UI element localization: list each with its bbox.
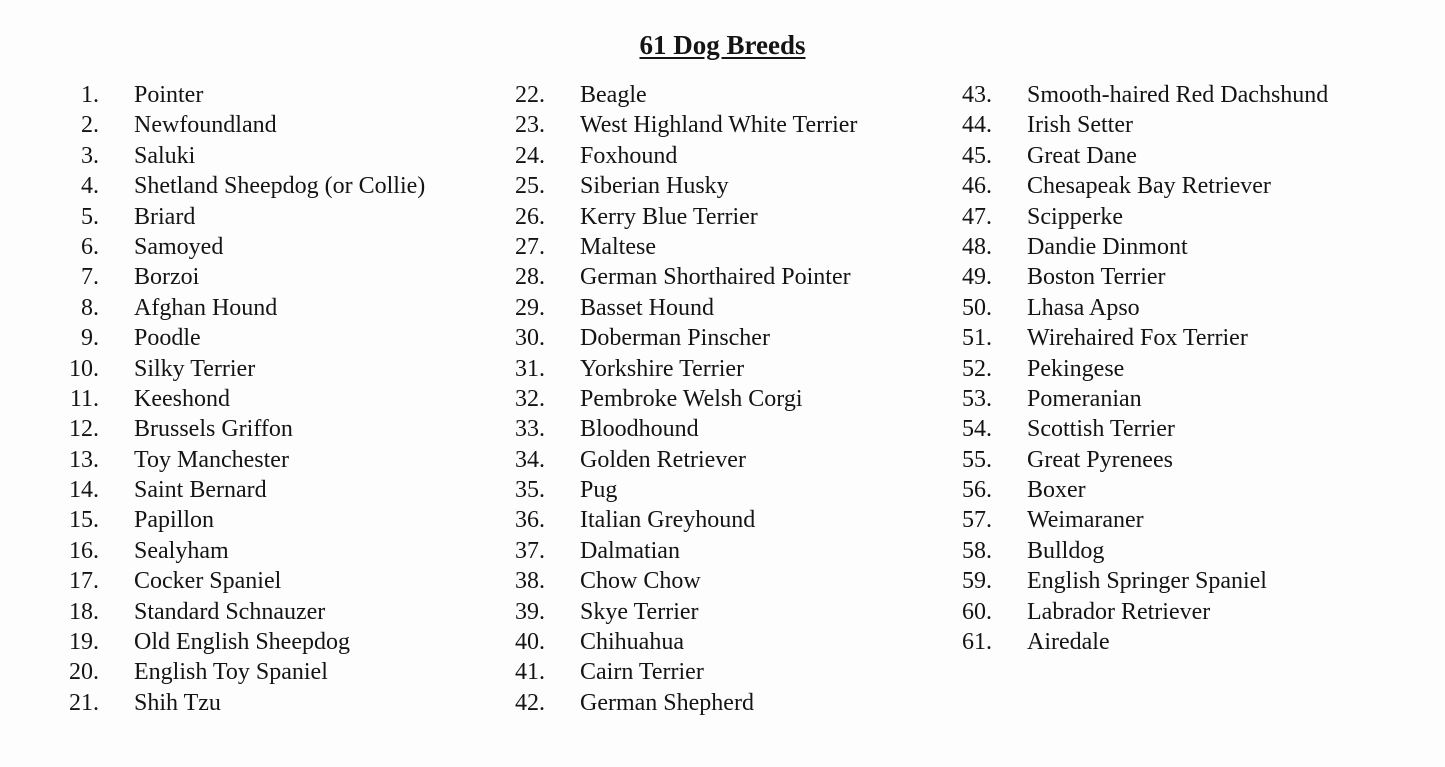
list-item — [62, 202, 196, 232]
item-number: 1. — [81, 82, 99, 108]
list-item — [508, 566, 701, 596]
list-item — [62, 262, 200, 292]
list-item — [955, 566, 1267, 596]
list-item — [508, 597, 699, 627]
list-item — [955, 110, 1133, 140]
item-number: 34. — [515, 446, 545, 473]
breed-name: Great Pyrenees — [1027, 446, 1173, 473]
breed-name: West Highland White Terrier — [580, 112, 858, 139]
breed-name: Cairn Terrier — [580, 659, 704, 686]
list-item — [62, 627, 350, 657]
item-number: 27. — [515, 233, 545, 260]
item-number: 28. — [515, 264, 545, 291]
item-number: 3. — [81, 142, 99, 169]
list-item — [955, 627, 1110, 657]
item-number: 45. — [962, 142, 992, 169]
breed-name: Dalmatian — [580, 537, 680, 564]
item-number: 44. — [962, 112, 992, 139]
breed-name: Standard Schnauzer — [134, 598, 326, 625]
breed-name: Bloodhound — [580, 416, 699, 443]
breed-name: Shih Tzu — [134, 689, 221, 716]
item-number: 38. — [515, 568, 545, 595]
list-item — [508, 141, 678, 171]
list-item — [955, 262, 1166, 292]
item-number: 56. — [962, 477, 992, 504]
item-number: 36. — [515, 507, 545, 534]
breed-name: Borzoi — [134, 264, 200, 291]
breed-name: Italian Greyhound — [580, 507, 756, 534]
breed-name: German Shepherd — [580, 689, 754, 716]
breed-name: Keeshond — [134, 385, 230, 412]
list-item — [955, 597, 1211, 627]
list-item — [955, 202, 1123, 232]
list-item — [62, 323, 201, 353]
breed-name: Doberman Pinscher — [580, 325, 770, 352]
item-number: 35. — [515, 477, 545, 504]
item-number: 31. — [515, 355, 545, 382]
list-item — [508, 384, 803, 414]
item-number: 25. — [515, 173, 545, 200]
breed-name: Irish Setter — [1027, 112, 1133, 139]
breed-name: Pomeranian — [1027, 385, 1142, 412]
item-number: 15. — [69, 507, 99, 534]
breed-name: Dandie Dinmont — [1027, 233, 1188, 260]
list-item — [955, 293, 1140, 323]
page-title — [0, 30, 1445, 61]
list-item — [508, 445, 746, 475]
list-item — [508, 414, 699, 444]
item-number: 9. — [81, 325, 99, 352]
list-item — [62, 110, 277, 140]
list-item — [508, 262, 851, 292]
item-number: 12. — [69, 416, 99, 443]
breed-name: Saluki — [134, 142, 196, 169]
item-number: 60. — [962, 598, 992, 625]
list-item — [62, 80, 204, 110]
breed-name: Wirehaired Fox Terrier — [1027, 325, 1248, 352]
list-item — [508, 80, 647, 110]
list-item — [955, 475, 1086, 505]
list-item — [62, 475, 267, 505]
breed-name: Smooth-haired Red Dachshund — [1027, 82, 1329, 108]
breed-name: Silky Terrier — [134, 355, 256, 382]
breed-name: Skye Terrier — [580, 598, 699, 625]
item-number: 13. — [69, 446, 99, 473]
list-item — [62, 688, 221, 718]
breed-name: Foxhound — [580, 142, 678, 169]
item-number: 52. — [962, 355, 992, 382]
list-item — [62, 141, 196, 171]
breed-name: Lhasa Apso — [1027, 294, 1140, 321]
breed-name: Pembroke Welsh Corgi — [580, 385, 803, 412]
list-item — [955, 141, 1137, 171]
list-item — [955, 445, 1173, 475]
item-number: 32. — [515, 385, 545, 412]
list-item — [62, 566, 282, 596]
list-item — [62, 505, 215, 535]
item-number: 39. — [515, 598, 545, 625]
item-number: 33. — [515, 416, 545, 443]
item-number: 55. — [962, 446, 992, 473]
list-item — [508, 354, 745, 384]
breed-name: Chesapeak Bay Retriever — [1027, 173, 1271, 200]
breed-name: Toy Manchester — [134, 446, 289, 473]
breed-name: Sealyham — [134, 537, 229, 564]
item-number: 26. — [515, 203, 545, 230]
item-number: 57. — [962, 507, 992, 534]
list-item — [955, 80, 1329, 110]
list-item — [62, 414, 293, 444]
item-number: 11. — [69, 385, 99, 412]
list-item — [62, 657, 328, 687]
breed-name: Papillon — [134, 507, 215, 534]
item-number: 21. — [69, 689, 99, 716]
item-number: 58. — [962, 537, 992, 564]
item-number: 29. — [515, 294, 545, 321]
item-number: 10. — [69, 355, 99, 382]
list-item — [955, 171, 1271, 201]
item-number: 48. — [962, 233, 992, 260]
item-number: 40. — [515, 629, 545, 656]
item-number: 43. — [962, 82, 992, 108]
item-number: 51. — [962, 325, 992, 352]
list-item — [955, 414, 1175, 444]
breed-name: Boston Terrier — [1027, 264, 1166, 291]
list-item — [508, 171, 729, 201]
item-number: 24. — [515, 142, 545, 169]
breed-name: Brussels Griffon — [134, 416, 293, 443]
list-item — [955, 232, 1188, 262]
item-number: 5. — [81, 203, 99, 230]
list-item — [62, 597, 326, 627]
item-number: 53. — [962, 385, 992, 412]
breed-name: Great Dane — [1027, 142, 1137, 169]
breed-name: Weimaraner — [1027, 507, 1144, 534]
breed-name: Afghan Hound — [134, 294, 278, 321]
item-number: 47. — [962, 203, 992, 230]
list-item — [508, 110, 858, 140]
item-number: 20. — [69, 659, 99, 686]
breed-name: Siberian Husky — [580, 173, 729, 200]
item-number: 49. — [962, 264, 992, 291]
item-number: 41. — [515, 659, 545, 686]
item-number: 16. — [69, 537, 99, 564]
item-number: 2. — [81, 112, 99, 139]
breed-name: Old English Sheepdog — [134, 629, 350, 656]
list-item — [62, 445, 289, 475]
breed-name: Poodle — [134, 325, 201, 352]
breed-name: Chow Chow — [580, 568, 701, 595]
breed-name: Labrador Retriever — [1027, 598, 1211, 625]
item-number: 14. — [69, 477, 99, 504]
list-item — [508, 536, 680, 566]
item-number: 50. — [962, 294, 992, 321]
list-item — [955, 354, 1125, 384]
breed-name: Beagle — [580, 82, 647, 108]
breed-name: Shetland Sheepdog (or Collie) — [134, 173, 426, 200]
breed-name: Briard — [134, 203, 196, 230]
page-title-text: 61 Dog Breeds — [639, 30, 806, 60]
item-number: 46. — [962, 173, 992, 200]
list-item — [508, 627, 684, 657]
breed-name: Chihuahua — [580, 629, 684, 656]
list-item — [62, 171, 426, 201]
breed-name: German Shorthaired Pointer — [580, 264, 851, 291]
item-number: 61. — [962, 629, 992, 656]
list-item — [955, 384, 1142, 414]
breed-name: Boxer — [1027, 477, 1086, 504]
list-item — [955, 505, 1144, 535]
breed-name: Cocker Spaniel — [134, 568, 282, 595]
breed-name: English Toy Spaniel — [134, 659, 328, 686]
item-number: 8. — [81, 294, 99, 321]
list-item — [508, 323, 770, 353]
breed-name: Newfoundland — [134, 112, 277, 139]
breed-name: Pug — [580, 477, 618, 504]
list-item — [62, 232, 224, 262]
breed-name: Saint Bernard — [134, 477, 267, 504]
list-item — [62, 384, 230, 414]
list-item — [62, 354, 256, 384]
breed-name: Golden Retriever — [580, 446, 746, 473]
item-number: 37. — [515, 537, 545, 564]
breed-column-2 — [508, 80, 858, 718]
list-item — [955, 323, 1248, 353]
breed-name: Samoyed — [134, 233, 224, 260]
breed-column-3 — [955, 80, 1329, 657]
breed-name: Pekingese — [1027, 355, 1125, 382]
item-number: 42. — [515, 689, 545, 716]
item-number: 19. — [69, 629, 99, 656]
breed-name: Maltese — [580, 233, 656, 260]
breed-name: Scottish Terrier — [1027, 416, 1175, 443]
item-number: 23. — [515, 112, 545, 139]
item-number: 17. — [69, 568, 99, 595]
breed-name: Pointer — [134, 82, 204, 108]
breed-name: English Springer Spaniel — [1027, 568, 1267, 595]
list-item — [508, 475, 618, 505]
item-number: 7. — [81, 264, 99, 291]
item-number: 59. — [962, 568, 992, 595]
list-item — [508, 505, 756, 535]
list-item — [508, 202, 758, 232]
breed-name: Yorkshire Terrier — [580, 355, 745, 382]
list-item — [508, 688, 754, 718]
item-number: 6. — [81, 233, 99, 260]
item-number: 30. — [515, 325, 545, 352]
list-item — [62, 536, 229, 566]
item-number: 54. — [962, 416, 992, 443]
list-item — [62, 293, 278, 323]
list-item — [955, 536, 1105, 566]
breed-name: Basset Hound — [580, 294, 714, 321]
breed-name: Airedale — [1027, 629, 1110, 656]
breed-name: Kerry Blue Terrier — [580, 203, 758, 230]
breed-column-1 — [62, 80, 426, 718]
list-item — [508, 293, 714, 323]
item-number: 18. — [69, 598, 99, 625]
item-number: 4. — [81, 173, 99, 200]
item-number: 22. — [515, 82, 545, 108]
breed-name: Scipperke — [1027, 203, 1123, 230]
list-item — [508, 657, 704, 687]
breed-name: Bulldog — [1027, 537, 1105, 564]
list-item — [508, 232, 656, 262]
